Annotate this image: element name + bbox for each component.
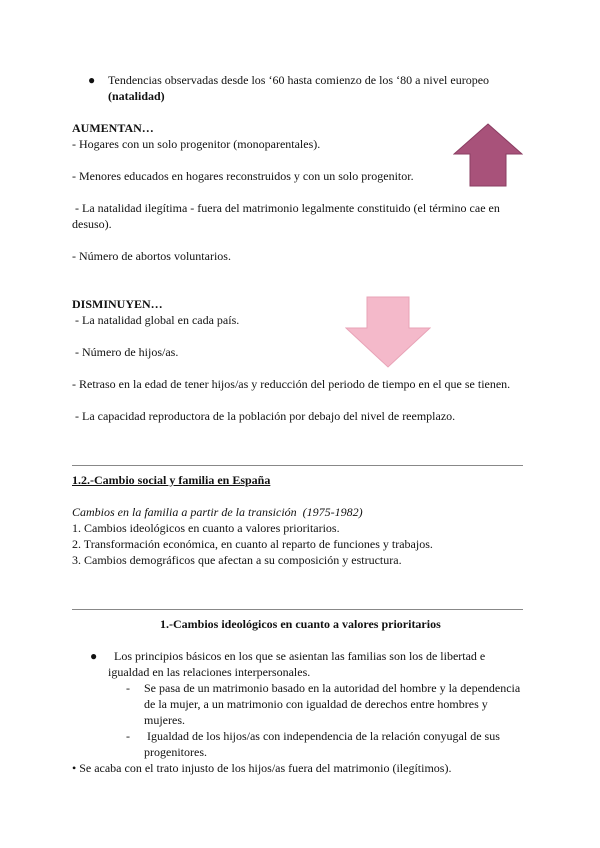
aumentan-item: - Número de abortos voluntarios.: [72, 249, 231, 263]
disminuyen-item: - La natalidad global en cada país.: [72, 313, 240, 327]
up-arrow-icon: [453, 123, 523, 187]
bullet-icon: ●: [88, 73, 96, 87]
horizontal-rule: [72, 465, 523, 466]
section-title: 1.2.-Cambio social y familia en España: [72, 473, 271, 487]
disminuyen-item: - La capacidad reproductora de la población por debajo del nivel de reemplazo.: [72, 409, 456, 423]
closing-bullet-item: • Se acaba con el trato injusto de los hijos/as fuera del matrimonio (ilegítimos).: [72, 761, 452, 775]
down-arrow-icon: [345, 296, 431, 368]
section-title: 1.-Cambios ideológicos en cuanto a valores prioritarios: [160, 617, 441, 631]
sub-item-line: Se pasa de un matrimonio basado en la autoridad del hombre y la dependencia: [144, 681, 521, 695]
disminuyen-item: - Retraso en la edad de tener hijos/as y reducción del periodo de tiempo en el que se tienen.: [72, 377, 511, 391]
dash-marker: -: [126, 681, 130, 695]
sub-item-line: de la mujer, a un matrimonio con igualdad de derechos entre hombres y: [144, 697, 488, 711]
aumentan-heading: AUMENTAN…: [72, 121, 154, 135]
intro-line-1: Tendencias observadas desde los ‘60 hasta comienzo de los ‘80 a nivel europeo: [108, 73, 490, 87]
horizontal-rule: [72, 609, 523, 610]
list-item: 2. Transformación económica, en cuanto al reparto de funciones y trabajos.: [72, 537, 433, 551]
bullet-icon: ●: [90, 649, 98, 663]
list-item: 3. Cambios demográficos que afectan a su composición y estructura.: [72, 553, 402, 567]
aumentan-item: - Hogares con un solo progenitor (monoparentales).: [72, 137, 321, 151]
principle-line-1: Los principios básicos en los que se asientan las familias son los de libertad e: [114, 649, 486, 663]
aumentan-item: - Menores educados en hogares reconstruidos y con un solo progenitor.: [72, 169, 414, 183]
aumentan-item: desuso).: [72, 217, 112, 231]
intro-line-2: (natalidad): [108, 89, 165, 103]
disminuyen-item: - Número de hijos/as.: [72, 345, 179, 359]
sub-item-line: progenitores.: [144, 745, 207, 759]
disminuyen-heading: DISMINUYEN…: [72, 297, 163, 311]
principle-line-2: igualdad en las relaciones interpersonales.: [108, 665, 311, 679]
section-subtitle: Cambios en la familia a partir de la transición (1975-1982): [72, 505, 363, 519]
list-item: 1. Cambios ideológicos en cuanto a valores prioritarios.: [72, 521, 340, 535]
dash-marker: -: [126, 729, 130, 743]
aumentan-item: - La natalidad ilegítima - fuera del matrimonio legalmente constituido (el término cae en: [72, 201, 500, 215]
sub-item-line: Igualdad de los hijos/as con independencia de la relación conyugal de sus: [144, 729, 500, 743]
sub-item-line: mujeres.: [144, 713, 185, 727]
